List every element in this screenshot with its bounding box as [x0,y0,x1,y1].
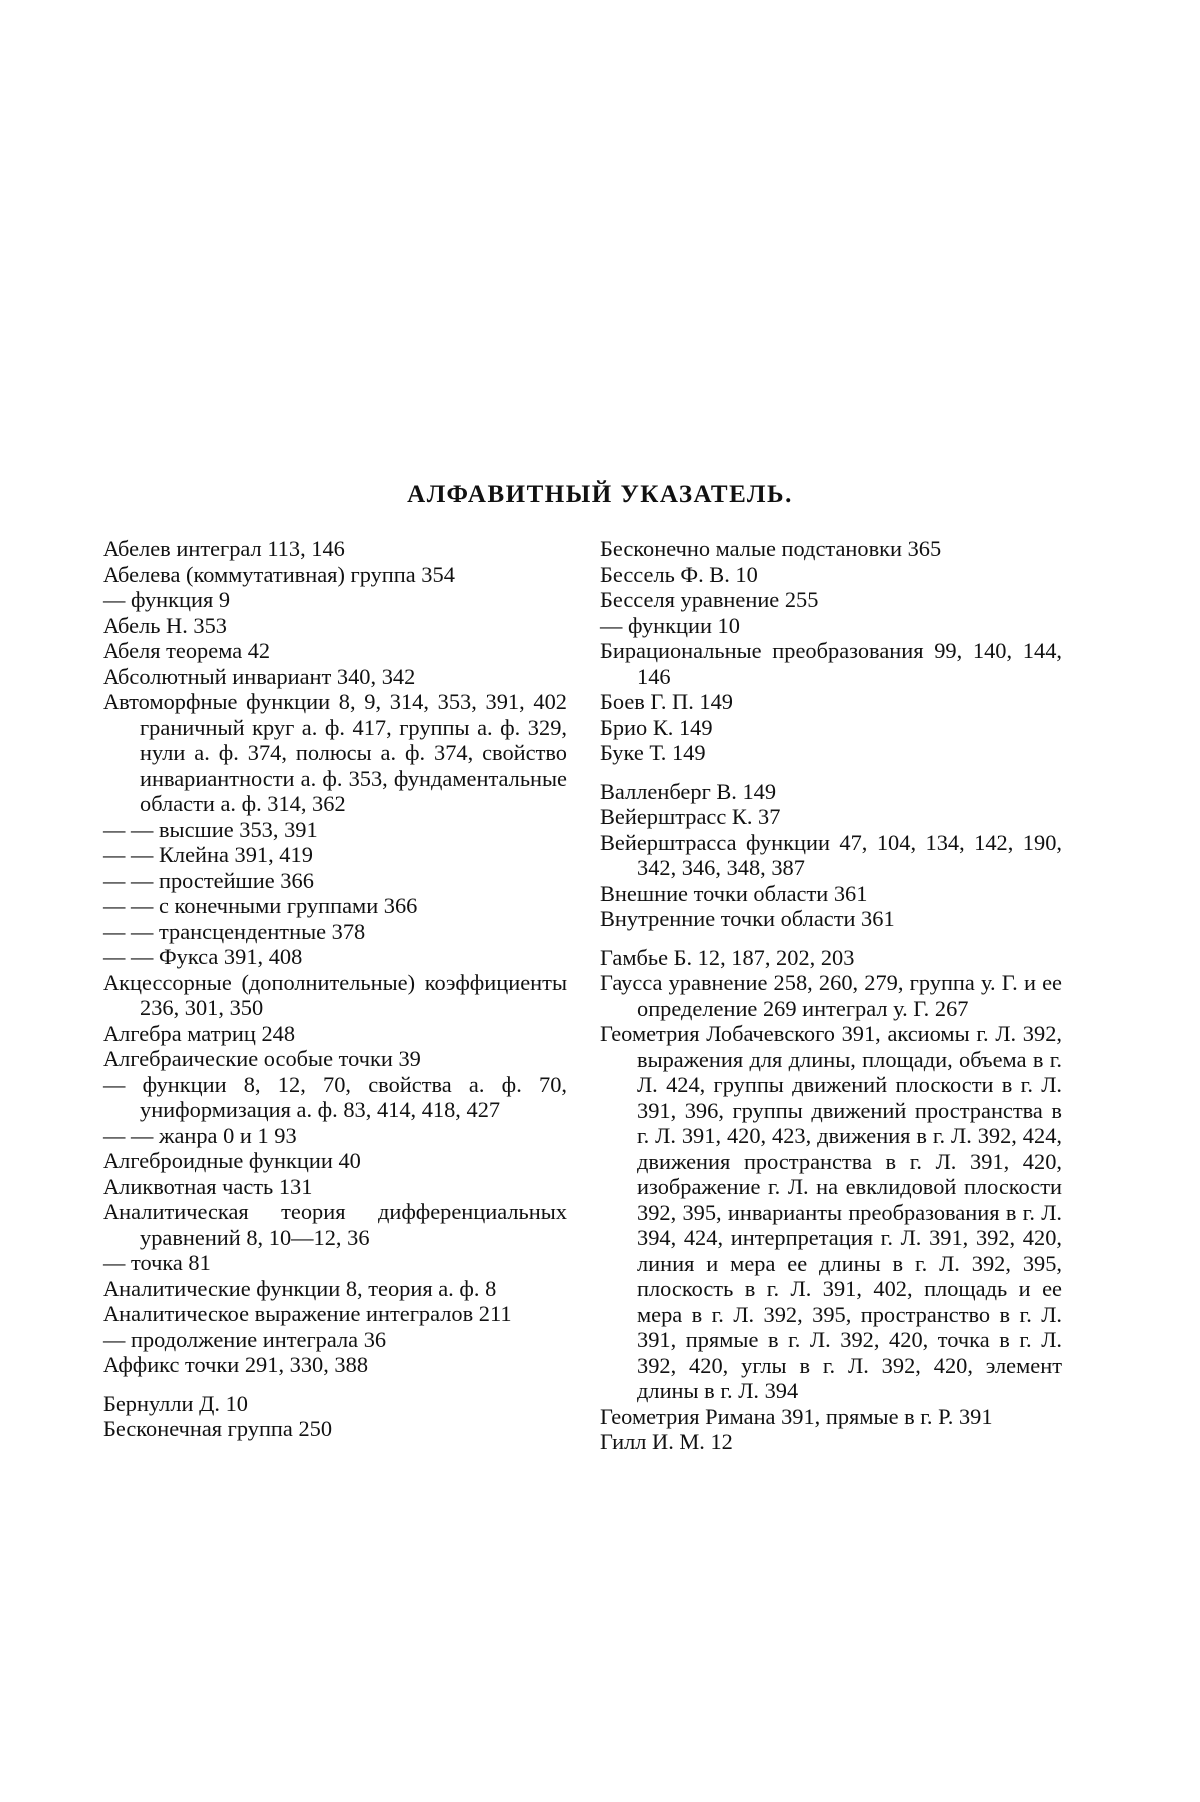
index-entry: Алгебраические особые точки 39 [103,1046,421,1071]
index-entry: — — Клейна 391, 419 [103,842,313,867]
index-entry: — — трансцендентные 378 [103,918,366,944]
index-entry: — функции 8, 12, 70, свойства а. ф. 70, униформизация а. ф. 83, 414, 418, 427 [103,1071,567,1122]
index-entry: — функции 10 [600,612,740,638]
index-entry: — — жанра 0 и 1 93 [103,1122,297,1148]
index-entry: — — простейшие 366 [103,867,314,893]
index-entry: — продолжение интеграла 36 [103,1326,387,1352]
index-entry: Аналитическая теория дифференциальных уравнений 8, 10—12, 36 [103,1199,567,1250]
index-entry: Брио К. 149 [600,714,713,740]
index-entry: Бессель Ф. В. 10 [600,561,758,587]
index-entry: Вейерштрасс К. 37 [600,804,781,829]
index-entry: — точка 81 [103,1250,211,1275]
index-entry: Бесконечная группа 250 [103,1416,333,1441]
index-entry: Гаусса уравнение 258, 260, 279, группа у. Г. и ее определение 269 интеграл у. Г. 267 [600,970,1062,1021]
index-title: АЛФАВИТНЫЙ УКАЗАТЕЛЬ. [407,481,793,508]
index-entry: Автоморфные функции 8, 9, 314, 353, 391, 402 граничный круг а. ф. 417, группы а. ф. 329, нули а. ф. 374, полюсы а. ф. 374, свойство инвариантности а. ф. 353, фундаментальные области а. ф. 314, 362 [103,689,567,816]
index-entry: Внутренние точки области 361 [600,906,895,931]
index-entry: Геометрия Лобачевского 391, аксиомы г. Л. 392, выражения для длины, площади, объема в г. Л. 424, группы движений плоскости в г. Л. 391, 396, группы движений пространства в г. Л. 391, 420, 423, движения в г. Л. 392, 424, движения пространства в г. Л. 391, 420, изображение г. Л. на евклидовой плоскости 392, 395, инварианты преобразования в г. Л. 394, 424, интерпретация г. Л. 391, 392, 420, линия и мера ее длины в г. Л. 392, 395, плоскость в г. Л. 391, 402, площадь и ее мера в г. Л. 392, 395, пространство в г. Л. 391, прямые в г. Л. 392, 420, точка в г. Л. 392, 420, углы в г. Л. 392, 420, элемент длины в г. Л. 394 [600,1021,1062,1403]
index-entry: — — Фукса 391, 408 [103,944,303,969]
index-entry: Бесселя уравнение 255 [600,587,819,612]
index-entry: Алгеброидные функции 40 [103,1148,361,1173]
index-entry: Аналитическое выражение интегралов 211 [103,1301,512,1326]
index-entry: — функция 9 [103,587,231,612]
index-entry: Бесконечно малые подстановки 365 [600,536,942,561]
index-entry: — — с конечными группами 366 [103,893,418,918]
index-entry: Абеля теорема 42 [103,638,271,663]
index-entry: Гамбье Б. 12, 187, 202, 203 [600,944,855,970]
index-column-right [600,536,1062,1455]
index-entry: Геометрия Римана 391, прямые в г. Р. 391 [600,1403,993,1429]
index-entry: Буке Т. 149 [600,740,706,765]
index-entry: Акцессорные (дополнительные) коэффициенты 236, 301, 350 [103,969,567,1020]
index-entry: Бирациональные преобразования 99, 140, 144, 146 [600,638,1062,689]
index-entry: Боев Г. П. 149 [600,689,733,714]
index-entry: — — высшие 353, 391 [103,816,318,842]
index-entry: Абель Н. 353 [103,612,228,638]
index-entry: Алгебра матриц 248 [103,1020,296,1046]
index-entry: Абелев интеграл 113, 146 [103,536,345,561]
index-entry: Гилл И. М. 12 [600,1429,733,1454]
index-entry: Вейерштрасса функции 47, 104, 134, 142, 190, 342, 346, 348, 387 [600,829,1062,880]
index-entry: Валленберг В. 149 [600,778,777,804]
index-entry: Аликвотная часть 131 [103,1173,313,1199]
index-entry: Абсолютный инвариант 340, 342 [103,663,416,689]
index-entry: Внешние точки области 361 [600,880,868,906]
index-entry: Абелева (коммутативная) группа 354 [103,561,455,587]
index-entry: Аналитические функции 8, теория а. ф. 8 [103,1275,497,1301]
index-column-left [103,536,567,1442]
index-entry: Аффикс точки 291, 330, 388 [103,1352,369,1377]
index-entry: Бернулли Д. 10 [103,1390,248,1416]
